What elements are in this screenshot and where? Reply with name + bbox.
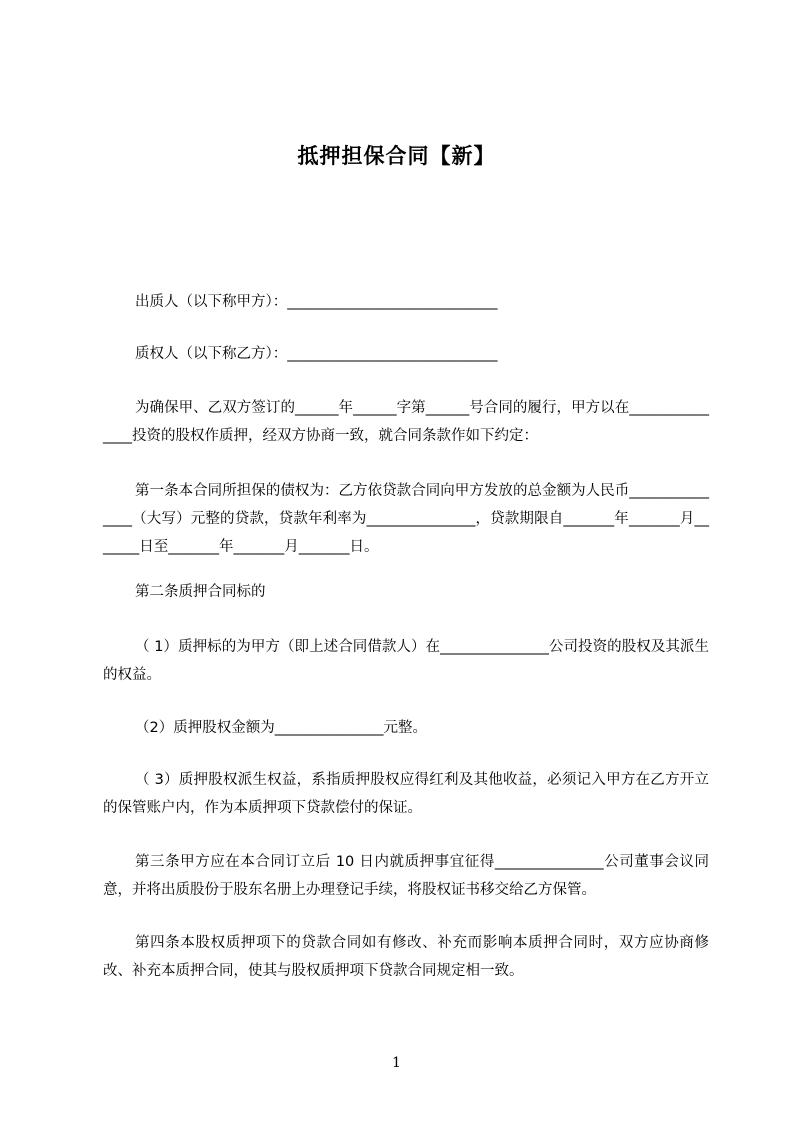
page-number: 1 xyxy=(392,1055,401,1071)
document-title: 抵押担保合同【新】 xyxy=(297,144,496,168)
article-4-paragraph: 第四条本股权质押项下的贷款合同如有修改、补充而影响本质押合同时，双方应协商修改、补充本质押合同，使其与股权质押项下贷款合同规定相一致。 xyxy=(103,935,709,979)
article-1-paragraph: 第一条本合同所担保的债权为：乙方依贷款合同向甲方发放的总金额为人民币_______________（大写）元整的贷款，贷款年利率为_______________，贷款期限自_______年_______月_______日至_______年_______月_______日。 xyxy=(103,483,709,555)
pledgor-line: 出质人（以下称甲方）：_____________________________ xyxy=(135,294,498,310)
article-2-item-1: （ 1）质押标的为甲方（即上述合同借款人）在_______________公司投资的股权及其派生的权益。 xyxy=(103,639,709,683)
article-3-paragraph: 第三条甲方应在本合同订立后 10 日内就质押事宜征得_______________公司董事会议同意，并将出质股份于股东名册上办理登记手续，将股权证书移交给乙方保管。 xyxy=(103,854,709,898)
pledgee-line: 质权人（以下称乙方）：_____________________________ xyxy=(135,346,498,362)
preamble-paragraph: 为确保甲、乙双方签订的______年______字第______号合同的履行，甲方以在_______________投资的股权作质押，经双方协商一致，就合同条款作如下约定： xyxy=(103,400,709,444)
article-2-item-2: （2）质押股权金额为_______________元整。 xyxy=(135,720,427,736)
article-2-item-3: （ 3）质押股权派生权益，系指质押股权应得红利及其他收益，必须记入甲方在乙方开立的保管账户内，作为本质押项下贷款偿付的保证。 xyxy=(103,772,709,816)
article-2-heading: 第二条质押合同标的 xyxy=(135,584,266,600)
